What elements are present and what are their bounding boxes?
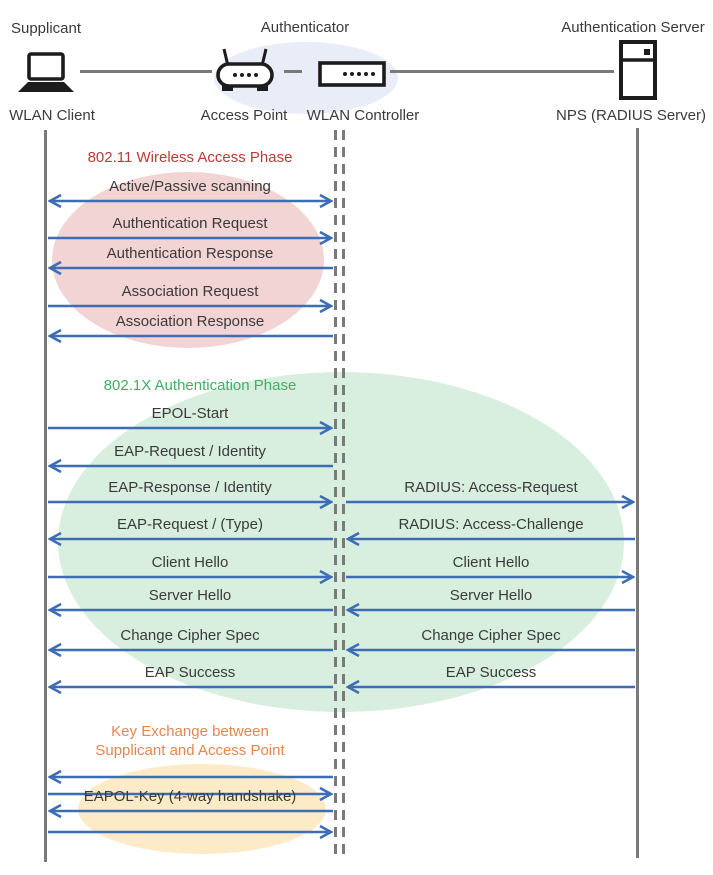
message-arrow xyxy=(48,298,333,314)
wireless-phase-title: 802.11 Wireless Access Phase xyxy=(87,149,293,166)
controller-server-link xyxy=(390,70,614,73)
message-arrow xyxy=(48,193,333,209)
message-label: Change Cipher Spec xyxy=(120,627,260,644)
key-exchange-title-line1: Key Exchange between xyxy=(111,723,269,740)
message-arrow xyxy=(48,420,333,436)
auth-server-role-label: Authentication Server xyxy=(561,19,705,36)
message-arrow xyxy=(48,824,333,840)
laptop-icon xyxy=(17,52,75,94)
message-label: EAP-Response / Identity xyxy=(108,479,272,496)
message-arrow xyxy=(346,602,635,618)
authenticator-role-label: Authenticator xyxy=(260,19,350,36)
message-label: Authentication Response xyxy=(106,245,274,262)
message-label: EAPOL-Key (4-way handshake) xyxy=(83,788,297,805)
message-arrow xyxy=(346,679,635,695)
message-label: Association Response xyxy=(115,313,265,330)
message-label: Server Hello xyxy=(449,587,533,604)
message-arrow xyxy=(346,642,635,658)
message-label: Active/Passive scanning xyxy=(109,178,271,195)
message-label: RADIUS: Access-Challenge xyxy=(398,516,584,533)
message-label: Change Cipher Spec xyxy=(421,627,561,644)
access-point-label: Access Point xyxy=(200,107,288,124)
server-icon xyxy=(619,40,657,100)
message-arrow xyxy=(48,494,333,510)
wlan-controller-icon xyxy=(318,61,386,87)
message-arrow xyxy=(48,230,333,246)
message-label: EPOL-Start xyxy=(151,405,229,422)
message-label: Server Hello xyxy=(148,587,232,604)
message-arrow xyxy=(48,679,333,695)
message-label: EAP-Request / (Type) xyxy=(117,516,263,533)
message-label: Association Request xyxy=(121,283,259,300)
supplicant-lifeline xyxy=(44,130,47,862)
nps-radius-server-label: NPS (RADIUS Server) xyxy=(555,107,707,124)
supplicant-role-label: Supplicant xyxy=(10,20,82,37)
key-exchange-title-line2: Supplicant and Access Point xyxy=(95,742,285,759)
ap-controller-dash xyxy=(284,70,302,73)
controller-lifeline-right xyxy=(342,130,345,860)
message-arrow xyxy=(346,531,635,547)
message-arrow xyxy=(48,602,333,618)
message-arrow xyxy=(48,458,333,474)
message-label: EAP Success xyxy=(445,664,537,681)
message-label: Authentication Request xyxy=(112,215,268,232)
message-arrow xyxy=(48,531,333,547)
message-label: RADIUS: Access-Request xyxy=(404,479,578,496)
controller-lifeline-left xyxy=(334,130,337,860)
server-lifeline xyxy=(636,128,639,858)
message-label: EAP Success xyxy=(144,664,236,681)
message-arrow xyxy=(346,494,635,510)
wlan-controller-label: WLAN Controller xyxy=(306,107,420,124)
key-exchange-phase-title xyxy=(95,722,284,760)
client-ap-link xyxy=(80,70,212,73)
message-label: Client Hello xyxy=(151,554,229,571)
access-point-icon xyxy=(215,46,275,94)
wlan-client-label: WLAN Client xyxy=(9,107,95,124)
message-arrow xyxy=(48,328,333,344)
message-arrow xyxy=(48,642,333,658)
message-label: EAP-Request / Identity xyxy=(114,443,266,460)
dot1x-phase-title: 802.1X Authentication Phase xyxy=(103,377,297,394)
message-arrow xyxy=(48,769,333,785)
message-arrow xyxy=(48,569,333,585)
message-label: Client Hello xyxy=(452,554,530,571)
message-arrow xyxy=(346,569,635,585)
message-arrow xyxy=(48,260,333,276)
message-arrow xyxy=(48,803,333,819)
